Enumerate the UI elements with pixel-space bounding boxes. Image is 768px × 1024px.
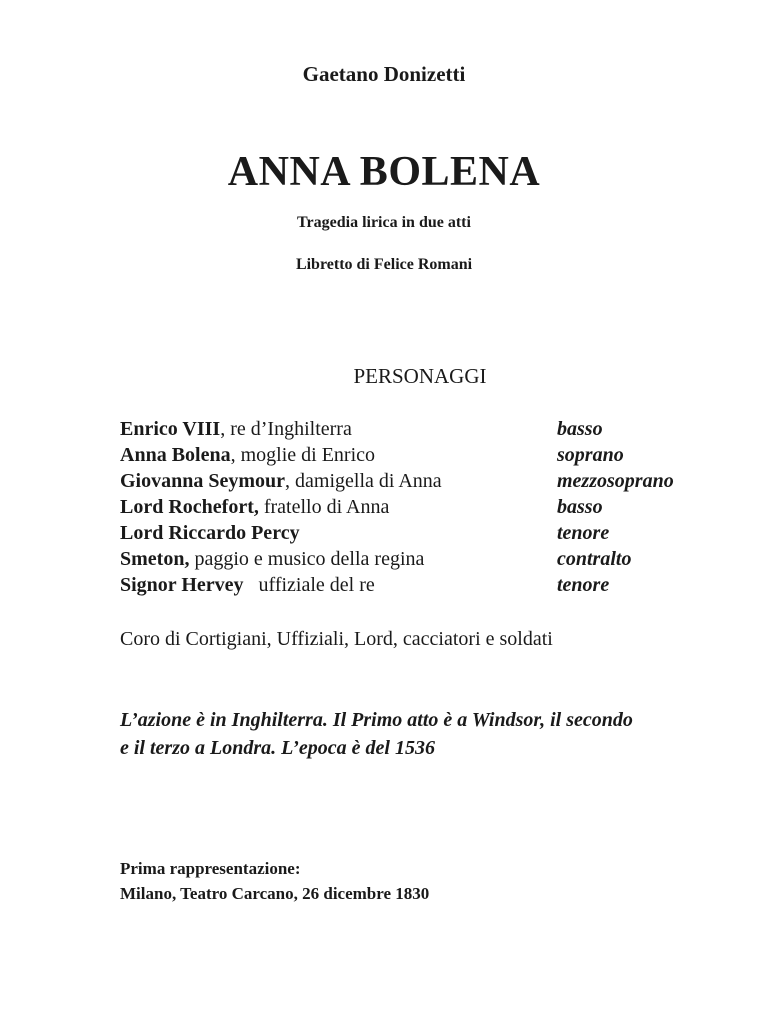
character-description: fratello di Anna <box>258 496 390 518</box>
character-name: Giovanna Seymour <box>120 470 286 492</box>
cast-row-percy <box>120 522 740 548</box>
character-description: , damigella di Anna <box>285 470 442 492</box>
character-name: Smeton, <box>120 548 190 570</box>
setting-line-2: e il terzo a Londra. L’epoca è del 1536 <box>120 737 435 759</box>
cast-list <box>120 418 740 600</box>
opera-title: ANNA BOLENA <box>227 149 541 195</box>
opera-subtitle: Tragedia lirica in due atti <box>297 214 471 231</box>
cast-entry <box>120 470 442 493</box>
character-name: Signor Hervey <box>120 574 244 596</box>
premiere-details: Milano, Teatro Carcano, 26 dicembre 1830 <box>120 884 430 903</box>
voice-type: mezzosoprano <box>557 470 674 492</box>
cast-entry <box>120 574 375 597</box>
character-description: uffiziale del re <box>243 574 375 596</box>
character-description: paggio e musico della regina <box>189 548 425 570</box>
composer-name: Gaetano Donizetti <box>302 62 466 86</box>
voice-type: basso <box>557 418 603 440</box>
voice-type: tenore <box>557 574 610 596</box>
cast-entry <box>120 444 375 467</box>
cast-row-hervey <box>120 574 740 600</box>
character-description: , re d’Inghilterra <box>220 418 352 440</box>
cast-row-enrico <box>120 418 740 444</box>
cast-entry <box>120 548 424 571</box>
character-description: , moglie di Enrico <box>230 444 376 466</box>
cast-entry <box>120 496 389 519</box>
character-name: Lord Rochefort, <box>120 496 259 518</box>
cast-row-anna <box>120 444 740 470</box>
cast-row-giovanna <box>120 470 740 496</box>
setting-note <box>120 706 740 762</box>
librettist-credit: Libretto di Felice Romani <box>295 256 473 273</box>
cast-heading: PERSONAGGI <box>353 364 487 388</box>
character-name: Lord Riccardo Percy <box>120 522 300 544</box>
voice-type: contralto <box>557 548 632 570</box>
premiere-label: Prima rappresentazione: <box>120 859 301 878</box>
cast-entry <box>120 418 352 441</box>
premiere-info <box>120 856 429 906</box>
voice-type: soprano <box>557 444 624 466</box>
voice-type: basso <box>557 496 603 518</box>
cast-entry <box>120 522 300 545</box>
chorus-line: Coro di Cortigiani, Uffiziali, Lord, cacciatori e soldati <box>120 628 553 650</box>
voice-type: tenore <box>557 522 610 544</box>
character-name: Enrico VIII <box>120 418 221 440</box>
character-name: Anna Bolena <box>120 444 231 466</box>
cast-row-smeton <box>120 548 740 574</box>
setting-line-1: L’azione è in Inghilterra. Il Primo atto è a Windsor, il secondo <box>120 709 633 731</box>
cast-row-rochefort <box>120 496 740 522</box>
